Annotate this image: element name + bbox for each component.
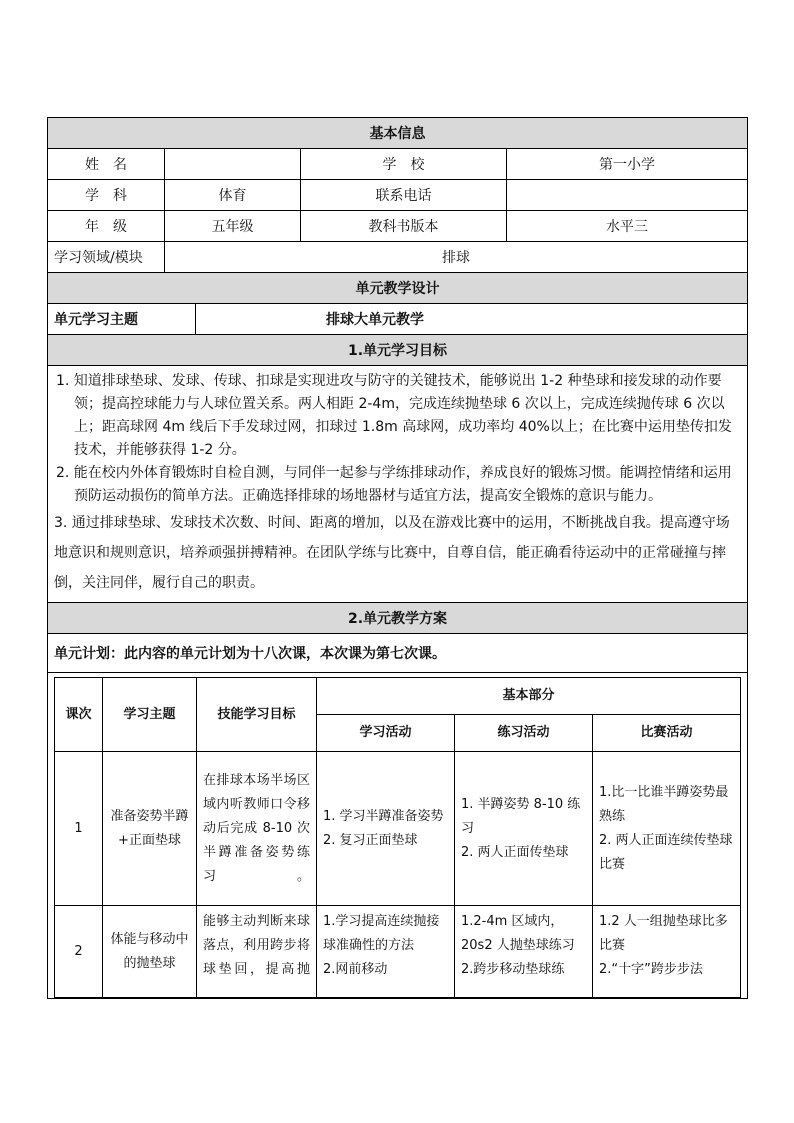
row-2-competition-1: 1.2 人一组抛垫球比多比赛: [599, 914, 728, 953]
header-competition: 比赛活动: [593, 715, 741, 752]
plan-table-wrapper: [48, 673, 748, 999]
row-1-learning-2: 2. 复习正面垫球: [323, 832, 418, 848]
header-theme: 学习主题: [103, 678, 197, 752]
row-2-lesson: 2: [55, 906, 103, 998]
unit-theme-label: 单元学习主题: [48, 304, 196, 335]
header-basic-part: 基本部分: [317, 678, 741, 715]
table-row: [55, 752, 741, 906]
row-1-learning-1: 1. 学习半蹲准备姿势: [323, 808, 444, 824]
basic-info-table: [47, 117, 748, 999]
lesson-plan-document: [47, 117, 747, 999]
row-1-practice: [455, 752, 593, 906]
row-2-learning-1: 1.学习提高连续抛接球准确性的方法: [323, 914, 440, 953]
row-2-learning-2: 2.网前移动: [323, 962, 388, 977]
row-1-competition-2: 2. 两人正面连续传垫球比赛: [599, 832, 733, 872]
objectives-content: [48, 366, 748, 603]
table-row: [55, 906, 741, 998]
header-practice: 练习活动: [455, 715, 593, 752]
row-2-practice: [455, 906, 593, 998]
row-1-lesson: 1: [55, 752, 103, 906]
row-1-learning: [317, 752, 455, 906]
plan-title: 2.单元教学方案: [48, 603, 748, 634]
school-label: 学 校: [301, 149, 507, 180]
plan-table: [54, 677, 741, 998]
row-2-practice-1: 1.2-4m 区域内，20s2 人抛垫球练习: [461, 914, 575, 953]
row-2-learning: [317, 906, 455, 998]
unit-theme-value: 排球大单元教学: [196, 304, 748, 335]
row-1-practice-1: 1. 半蹲姿势 8-10 练习: [461, 796, 581, 836]
domain-label: 学习领域/模块: [48, 242, 165, 273]
name-label: 姓 名: [48, 149, 165, 180]
plan-summary: 单元计划：此内容的单元计划为十八次课，本次课为第七次课。: [48, 634, 748, 673]
unit-design-title: 单元教学设计: [48, 273, 748, 304]
objective-item-2: 2. 能在校内外体育锻炼时自检自测，与同伴一起参与学练排球动作，养成良好的锻炼习惯。能调控情绪和运用预防运动损伤的简单方法。正确选择排球的场地器材与适宜方法，提高安全锻炼的意识与能力。: [56, 465, 732, 504]
grade-value: 五年级: [165, 211, 301, 242]
name-value: [165, 149, 301, 180]
row-2-theme: 体能与移动中的抛垫球: [103, 906, 197, 998]
row-1-practice-2: 2. 两人正面传垫球: [461, 844, 569, 860]
objectives-title: 1.单元学习目标: [48, 335, 748, 366]
row-1-competition-1: 1.比一比谁半蹲姿势最熟练: [599, 784, 729, 824]
row-1-competition: [593, 752, 741, 906]
phone-label: 联系电话: [301, 180, 507, 211]
header-skill-goal: 技能学习目标: [197, 678, 317, 752]
row-1-skill-goal: 在排球本场半场区域内听教师口令移动后完成 8-10 次半蹲准备姿势练习。: [197, 752, 317, 906]
subject-value: 体育: [165, 180, 301, 211]
row-2-competition: [593, 906, 741, 998]
row-2-competition-2: 2.“十字”跨步步法: [599, 962, 703, 977]
textbook-label: 教科书版本: [301, 211, 507, 242]
row-1-theme: 准备姿势半蹲+正面垫球: [103, 752, 197, 906]
objective-item-3: 3. 通过排球垫球、发球技术次数、时间、距离的增加，以及在游戏比赛中的运用，不断挑战自我。提高遵守场地意识和规则意识，培养顽强拼搏精神。在团队学练与比赛中，自尊自信，能正确看待运动中的正常碰撞与摔倒，关注同伴，履行自己的职责。: [54, 515, 730, 591]
phone-value: [507, 180, 748, 211]
subject-label: 学 科: [48, 180, 165, 211]
basic-info-title: 基本信息: [48, 118, 748, 149]
row-2-skill-goal: 能够主动判断来球落点，利用跨步将球垫回，提高抛: [197, 906, 317, 998]
header-lesson: 课次: [55, 678, 103, 752]
school-value: 第一小学: [507, 149, 748, 180]
objective-item-1: 1. 知道排球垫球、发球、传球、扣球是实现进攻与防守的关键技术，能够说出 1-2 种垫球和接发球的动作要领；提高控球能力与人球位置关系。两人相距 2-4m，完成连续抛垫球 6 次以上，完成连续抛传球 6 次以上；距高球网 4m 线后下手发球过网，扣球过 1.8m 高球网，成功率均 40%以上；在比赛中运用垫传扣发技术，并能够获得 1-2 分。: [56, 373, 732, 458]
header-learning: 学习活动: [317, 715, 455, 752]
row-2-practice-2: 2.跨步移动垫球练: [461, 962, 565, 977]
textbook-value: 水平三: [507, 211, 748, 242]
domain-value: 排球: [165, 242, 748, 273]
grade-label: 年 级: [48, 211, 165, 242]
